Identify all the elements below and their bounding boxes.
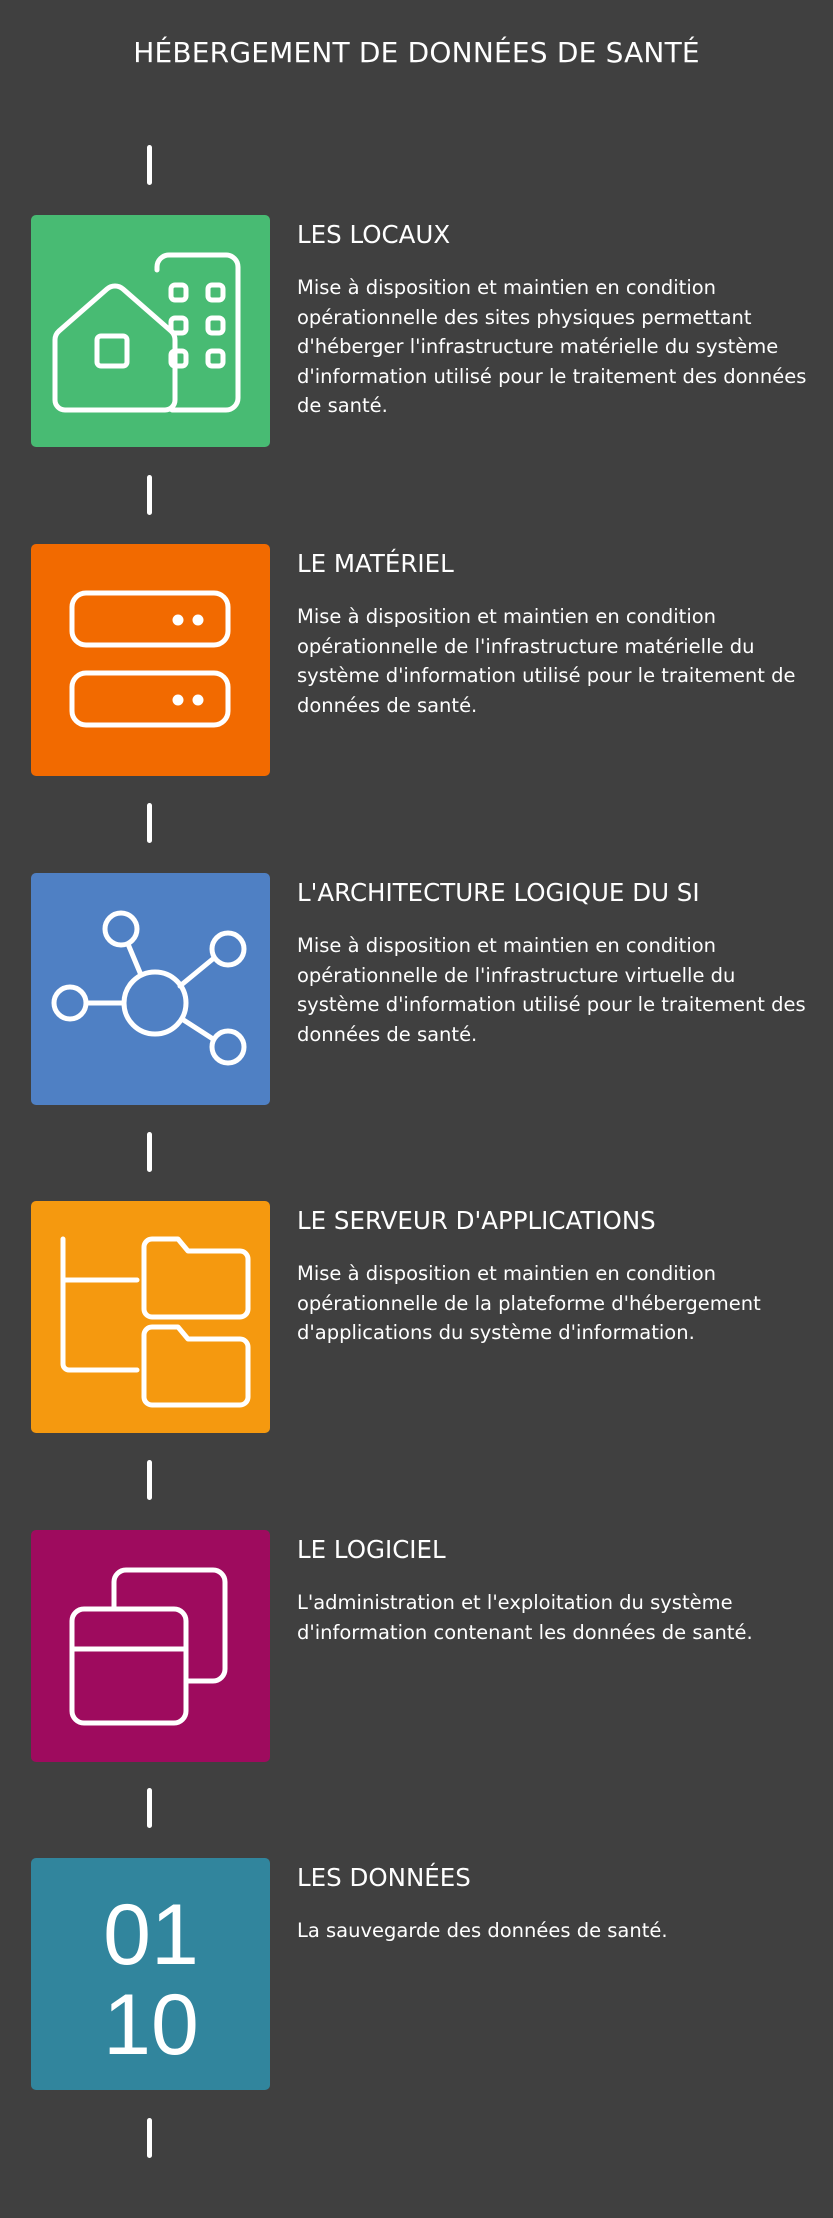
architecture-title: L'ARCHITECTURE LOGIQUE DU SI [297, 878, 700, 907]
serveur-tile [31, 1201, 270, 1433]
locaux-title: LES LOCAUX [297, 220, 451, 249]
materiel-tile [31, 544, 270, 776]
logiciel-tile [31, 1530, 270, 1762]
logiciel-title: LE LOGICIEL [297, 1535, 446, 1564]
binary-digits-top: 01 [103, 1887, 199, 1983]
donnees-description: La sauvegarde des données de santé. [297, 1919, 668, 1942]
timeline-dash [147, 1132, 152, 1172]
serveur-description: Mise à disposition et maintien en condition opérationnelle de la plateforme d'hébergement d'applications du système d'information. [297, 1262, 761, 1344]
timeline-dash [147, 1788, 152, 1828]
page-title: HÉBERGEMENT DE DONNÉES DE SANTÉ [133, 36, 700, 69]
architecture-tile [31, 873, 270, 1105]
timeline-dash [147, 2118, 152, 2158]
timeline-dash [147, 475, 152, 515]
timeline-dash [147, 803, 152, 843]
binary-data-icon [31, 1858, 270, 2090]
app-windows-icon [31, 1530, 270, 1762]
serveur-title: LE SERVEUR D'APPLICATIONS [297, 1206, 656, 1235]
donnees-title: LES DONNÉES [297, 1863, 471, 1892]
timeline-dash [147, 145, 152, 185]
network-nodes-icon [31, 873, 270, 1105]
materiel-description: Mise à disposition et maintien en condition opérationnelle de l'infrastructure matérielle du système d'information utilisé pour le traitement de données de santé. [297, 605, 796, 717]
locaux-description: Mise à disposition et maintien en condition opérationnelle des sites physiques permettant d'héberger l'infrastructure matérielle du système d'information utilisé pour le traitement des données de santé. [297, 276, 807, 417]
binary-digits-bottom: 10 [103, 1977, 199, 2073]
locaux-tile [31, 215, 270, 447]
logiciel-description: L'administration et l'exploitation du système d'information contenant les données de santé. [297, 1591, 753, 1644]
materiel-title: LE MATÉRIEL [297, 549, 454, 578]
house-and-building-icon [31, 215, 270, 447]
folder-tree-icon [31, 1201, 270, 1433]
server-rack-icon [31, 544, 270, 776]
timeline-dash [147, 1460, 152, 1500]
architecture-description: Mise à disposition et maintien en condition opérationnelle de l'infrastructure virtuelle du système d'information utilisé pour le traitement des données de santé. [297, 934, 806, 1046]
donnees-tile [31, 1858, 270, 2090]
